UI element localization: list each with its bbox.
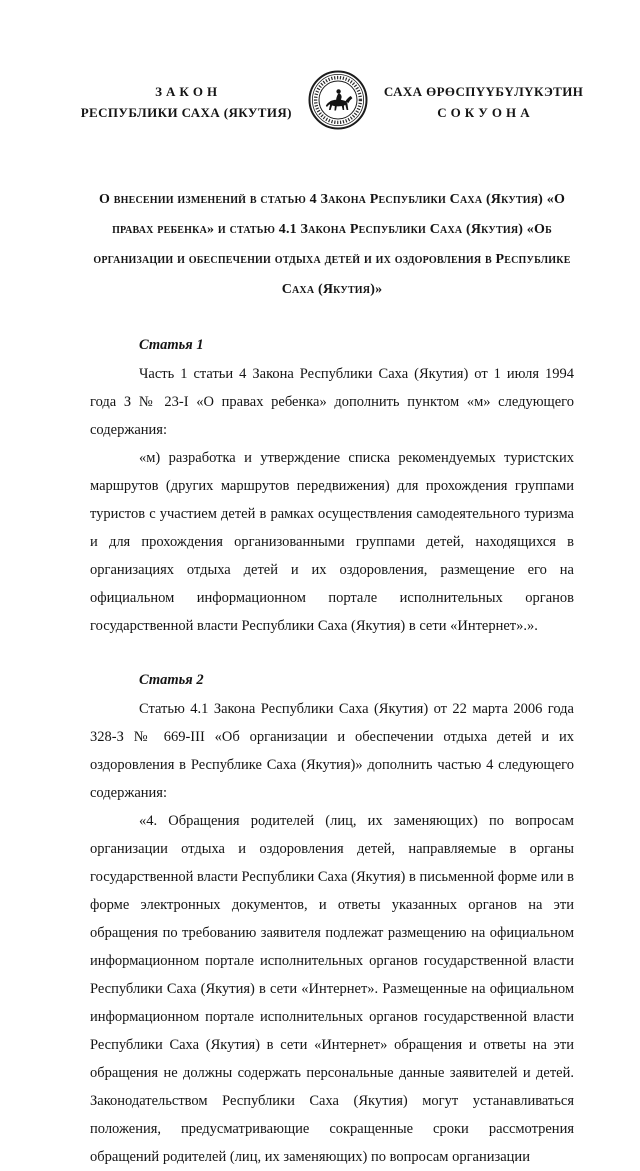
law-caption-sakha-line2: С О К У О Н А <box>437 104 530 120</box>
law-caption-sakha <box>384 82 583 122</box>
law-caption-sakha-line1: САХА ӨРӨСПҮҮБҮЛҮКЭТИН <box>383 84 584 100</box>
document-title: О внесении изменений в статью 4 Закона Республики Саха (Якутия) «О правах ребенка» и статью 4.1 Закона Республики Саха (Якутия) «Об организации и обеспечении отдыха детей и их оздоровления в Республике Саха (Якутия)» <box>93 192 571 298</box>
article-2-heading: Статья 2 <box>139 672 204 689</box>
article-1-heading: Статья 1 <box>139 337 204 354</box>
article-2-paragraph-2: «4. Обращения родителей (лиц, их заменяющих) по вопросам организации отдыха и оздоровления детей, направляемые в органы государственной власти Республики Саха (Якутия) в письменной форме или в форме электронных документов, и ответы указанных органов на эти обращения по требованию заявителя подлежат размещению на официальном информационном портале исполнительных органов государственной власти Республики Саха (Якутия) в сети «Интернет». Размещенные на официальном информационном портале исполнительных органов государственной власти Республики Саха (Якутия) в сети «Интернет» обращения и ответы на эти обращения не должны содержать персональные данные заявителей и детей. Законодательством Республики Саха (Якутия) могут устанавливаться положения, предусматривающие сокращенные сроки рассмотрения обращений родителей (лиц, их заменяющих) по вопросам организации <box>90 813 574 1166</box>
article-1-paragraph-1: Часть 1 статьи 4 Закона Республики Саха (Якутия) от 1 июля 1994 года З № 23-I «О правах ребенка» дополнить пунктом «м» следующего содержания: <box>90 366 574 439</box>
article-2 <box>90 666 574 1171</box>
seal-icon <box>308 70 368 130</box>
document-header <box>80 70 584 135</box>
article-2-paragraph-1: Статью 4.1 Закона Республики Саха (Якутия) от 22 марта 2006 года 328-З № 669-III «Об организации и обеспечении отдыха детей и их оздоровления в Республике Саха (Якутия)» дополнить частью 4 следующего содержания: <box>90 701 574 802</box>
article-1 <box>90 331 574 640</box>
law-caption-russian <box>81 82 292 122</box>
article-1-paragraph-2: «м) разработка и утверждение списка рекомендуемых туристских маршрутов (других маршрутов передвижения) для прохождения группами туристов с участием детей в рамках осуществления самодеятельного туризма и для прохождения организованными группами детей, находящихся в организациях отдыха детей и их оздоровления, размещение его на официальном информационном портале исполнительных органов государственной власти Республики Саха (Якутия) в сети «Интернет».». <box>90 450 574 635</box>
state-emblem-seal <box>308 70 368 135</box>
law-caption-russian-line2: РЕСПУБЛИКИ САХА (ЯКУТИЯ) <box>80 104 292 120</box>
law-caption-russian-line1: З А К О Н <box>155 84 218 100</box>
